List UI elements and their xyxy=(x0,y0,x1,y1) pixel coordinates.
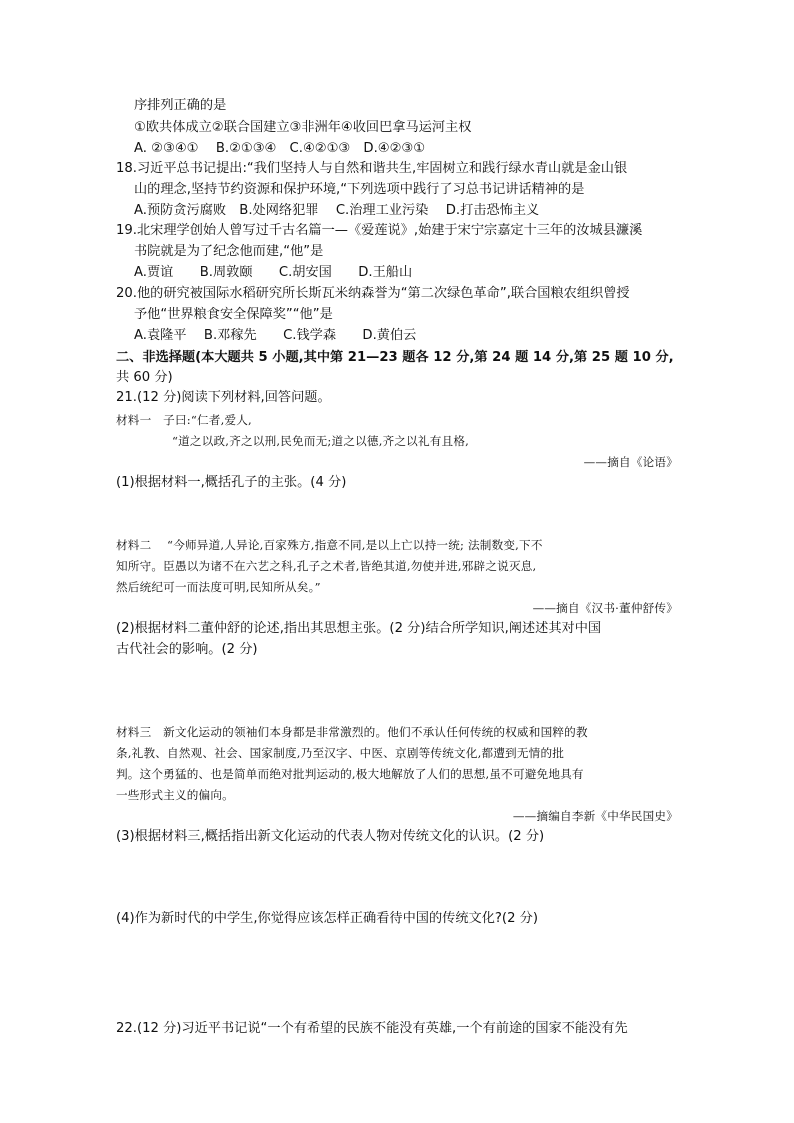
q21-material1-line1: 材料一 子曰:“仁者,爱人, xyxy=(116,413,252,427)
q21-material3-line1: 材料三 新文化运动的领袖们本身都是非常激烈的。他们不承认任何传统的权威和国粹的教 xyxy=(116,725,588,739)
q21-question4: (4)作为新时代的中学生,你觉得应该怎样正确看待中国的传统文化?(2 分) xyxy=(116,911,538,926)
section2-heading: 二、非选择题(本大题共 5 小题,其中第 21—23 题各 12 分,第 24 题 14 分,第 25 题 10 分, xyxy=(116,350,674,365)
q21-material3-source: ——摘编自李新《中华民国史》 xyxy=(512,809,678,823)
q20-line1: 20.他的研究被国际水稻研究所长斯瓦米纳森誉为“第二次绿色革命”,联合国粮农组织曾授 xyxy=(116,286,630,301)
q19-options: A.贾谊 B.周敦颐 C.胡安国 D.王船山 xyxy=(134,265,413,280)
section2-heading-line2: 共 60 分) xyxy=(116,370,173,385)
q21-material2-source: ——摘自《汉书·董仲舒传》 xyxy=(532,601,678,615)
q20-options: A.袁隆平 B.邓稼先 C.钱学森 D.黄伯云 xyxy=(134,328,417,343)
q21-material1-line2: “道之以政,齐之以刑,民免而无;道之以德,齐之以礼有且格, xyxy=(172,434,470,448)
q21-material1-source: ——摘自《论语》 xyxy=(583,455,678,469)
q19-line1: 19.北宋理学创始人曾写过千古名篇一—《爱莲说》,始建于宋宁宗嘉定十三年的汝城县濂溪 xyxy=(116,223,643,238)
q21-question2-line2: 古代社会的影响。(2 分) xyxy=(116,642,258,657)
q17-options: A. ②③④① B.②①③④ C.④②①③ D.④②③① xyxy=(134,141,426,156)
q21-material2-line3: 然后统纪可一而法度可明,民知所从矣。” xyxy=(116,580,321,594)
q21-question1: (1)根据材料一,概括孔子的主张。(4 分) xyxy=(116,475,347,490)
q18-line2: 山的理念,坚持节约资源和保护环境,“下列选项中践行了习总书记讲话精神的是 xyxy=(134,182,585,197)
q18-options: A.预防贪污腐败 B.处网络犯罪 C.治理工业污染 D.打击恐怖主义 xyxy=(134,203,540,218)
q17-stem-tail: 序排列正确的是 xyxy=(134,98,227,113)
q19-line2: 书院就是为了纪念他而建,“他”是 xyxy=(134,244,324,259)
q21-material3-line3: 判。这个勇猛的、也是简单而绝对批判运动的,极大地解放了人们的思想,虽不可避免地具有 xyxy=(116,767,584,781)
q17-events: ①欧共体成立②联合国建立③非洲年④收回巴拿马运河主权 xyxy=(134,120,472,135)
q21-question3: (3)根据材料三,概括指出新文化运动的代表人物对传统文化的认识。(2 分) xyxy=(116,829,545,844)
q21-intro: 21.(12 分)阅读下列材料,回答问题。 xyxy=(116,390,331,405)
q21-material2-line1: 材料二 “今师异道,人异论,百家殊方,指意不同,是以上亡以持一统; 法制数变,下不 xyxy=(116,538,543,552)
q21-material3-line2: 条,礼教、自然观、社会、国家制度,乃至汉字、中医、京剧等传统文化,都遭到无情的批 xyxy=(116,746,565,760)
q22-line1: 22.(12 分)习近平书记说“一个有希望的民族不能没有英雄,一个有前途的国家不能没有先 xyxy=(116,1021,628,1036)
q18-line1: 18.习近平总书记提出:“我们坚持人与自然和谐共生,牢固树立和践行绿水青山就是金山银 xyxy=(116,161,628,176)
q21-material2-line2: 知所守。臣愚以为诸不在六艺之科,孔子之术者,皆绝其道,勿使并进,邪辟之说灭息, xyxy=(116,559,537,573)
q21-question2-line1: (2)根据材料二董仲舒的论述,指出其思想主张。(2 分)结合所学知识,阐述述其对中国 xyxy=(116,621,602,636)
q21-material3-line4: 一些形式主义的偏向。 xyxy=(116,788,234,802)
q20-line2: 予他“世界粮食安全保障奖”“他”是 xyxy=(134,307,333,322)
